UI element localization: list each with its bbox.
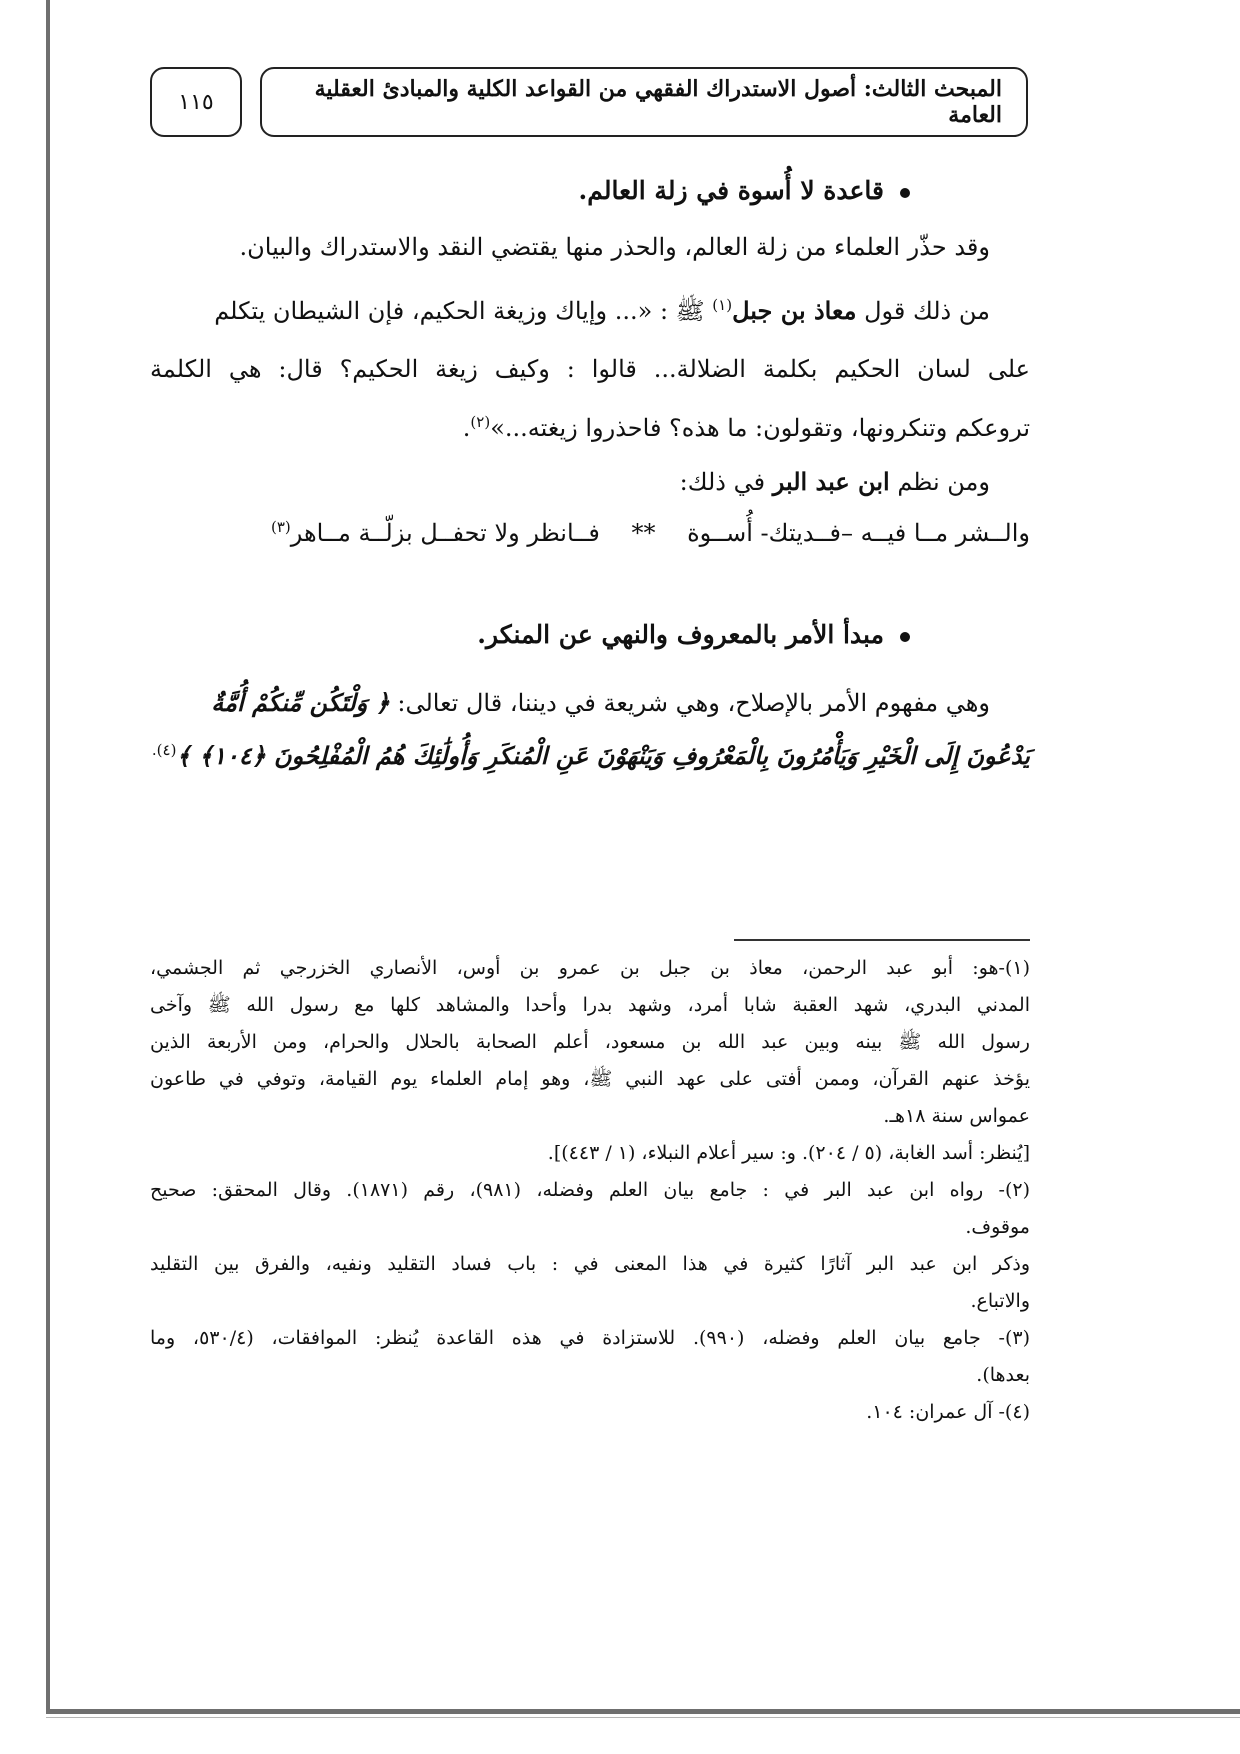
paragraph-line: تروعكم وتنكرونها، وتقولون: ما هذه؟ فاحذروا زيغته...»$^{(٢)}$. [462,413,1030,442]
footnote-line: المدني البدري، شهد العقبة شابا أمرد، وشهد بدرا وأحدا والمشاهد كلها مع رسول الله ﷺ وآخى [150,994,1030,1016]
paragraph: ومن نظم ابن عبد البر في ذلك: [679,467,990,496]
section-heading-1: قاعدة لا أُسوة في زلة العالم. [579,176,910,205]
paragraph-line: على لسان الحكيم بكلمة الضلالة... قالوا : وكيف زيغة الحكيم؟ قال: هي الكلمة [150,355,1030,383]
footnote-line: بعدها). [976,1364,1030,1386]
footnote-line: (٣)- جامع بيان العلم وفضله، (٩٩٠). للاستزادة في هذه القاعدة يُنظر: الموافقات، (٥٣٠/٤، وما [150,1327,1030,1349]
person-name: معاذ بن جبل [732,296,857,325]
footnote-line: عمواس سنة ١٨هـ. [883,1105,1030,1127]
bullet-icon [900,188,910,198]
poetry-verse [150,518,1030,547]
person-name: ابن عبد البر [772,467,890,496]
page-frame-left [46,0,50,1712]
footnote-ref: (٢) [470,413,491,431]
page-frame-bottom [46,1709,1240,1714]
section-heading-2: مبدأ الأمر بالمعروف والنهي عن المنكر. [477,620,910,649]
bullet-icon [900,632,910,642]
verse-separator: ** [631,519,656,547]
page-frame-bottom-shadow [46,1717,1240,1718]
page-number-box [150,67,242,137]
footnotes [150,950,1030,1431]
paragraph: وهي مفهوم الأمر بالإصلاح، وهي شريعة في ديننا، قال تعالى: ﴿ وَلْتَكُن مِّنكُمْ أُمَّةٌ [211,688,990,717]
quran-verse: ﴿ وَلْتَكُن مِّنكُمْ أُمَّةٌ [211,688,390,717]
footnote-line: وذكر ابن عبد البر آثارًا كثيرة في هذا المعنى في : باب فساد التقليد ونفيه، والفرق بين التقليد [150,1253,1030,1275]
paragraph: من ذلك قول معاذ بن جبل$^{(١)}$ ﷺ : «... وإياك وزيغة الحكيم، فإن الشيطان يتكلم [214,296,990,325]
running-header [260,67,1028,137]
footnote-ref: (٣) [270,518,291,536]
footnote-ref: (١) [712,296,733,314]
paragraph: وقد حذّر العلماء من زلة العالم، والحذر منها يقتضي النقد والاستدراك والبيان. [239,233,990,261]
footnote-line: (٤)- آل عمران: ١٠٤. [866,1401,1030,1423]
footnote-line: (١)-هو: أبو عبد الرحمن، معاذ بن جبل بن عمرو بن أوس، الأنصاري الخزرجي ثم الجشمي، [150,957,1030,979]
footnote-line: يؤخذ عنهم القرآن، وممن أفتى على عهد النبي ﷺ، وهو إمام العلماء يوم القيامة، وتوفي في طاعون [150,1068,1030,1090]
footnote-line: [يُنظر: أسد الغابة، (٥ / ٢٠٤). و: سير أعلام النبلاء، (١ / ٤٤٣)]. [547,1142,1030,1164]
quran-verse-line: يَدْعُونَ إِلَى الْخَيْرِ وَيَأْمُرُونَ بِالْمَعْرُوفِ وَيَنْهَوْنَ عَنِ الْمُنكَرِ وَأُولَٰئِكَ هُمُ الْمُفْلِحُونَ ﴿١٠٤﴾ ﴾$^{(٤).}$ [151,741,1030,770]
page-number: ١١٥ [178,89,214,115]
footnote-separator [734,939,1030,941]
verse-hemistich-right: والــشر مــا فيــه –فــديتك- أُســوة [687,519,1030,547]
footnote-line: موقوف. [965,1216,1030,1238]
footnote-ref: (٤). [151,741,177,759]
header-title: المبحث الثالث: أصول الاستدراك الفقهي من القواعد الكلية والمبادئ العقلية العامة [314,76,1002,128]
verse-hemistich-left: فــانظر ولا تحفــل بزلّــة مــاهر [290,519,600,547]
footnote-line: رسول الله ﷺ بينه وبين عبد الله بن مسعود، أعلم الصحابة بالحلال والحرام، ومن الأربعة الذين [150,1031,1030,1053]
footnote-line: والاتباع. [970,1290,1030,1312]
footnote-line: (٢)- رواه ابن عبد البر في : جامع بيان العلم وفضله، (٩٨١)، رقم (١٨٧١). وقال المحقق: صحيح [150,1179,1030,1201]
